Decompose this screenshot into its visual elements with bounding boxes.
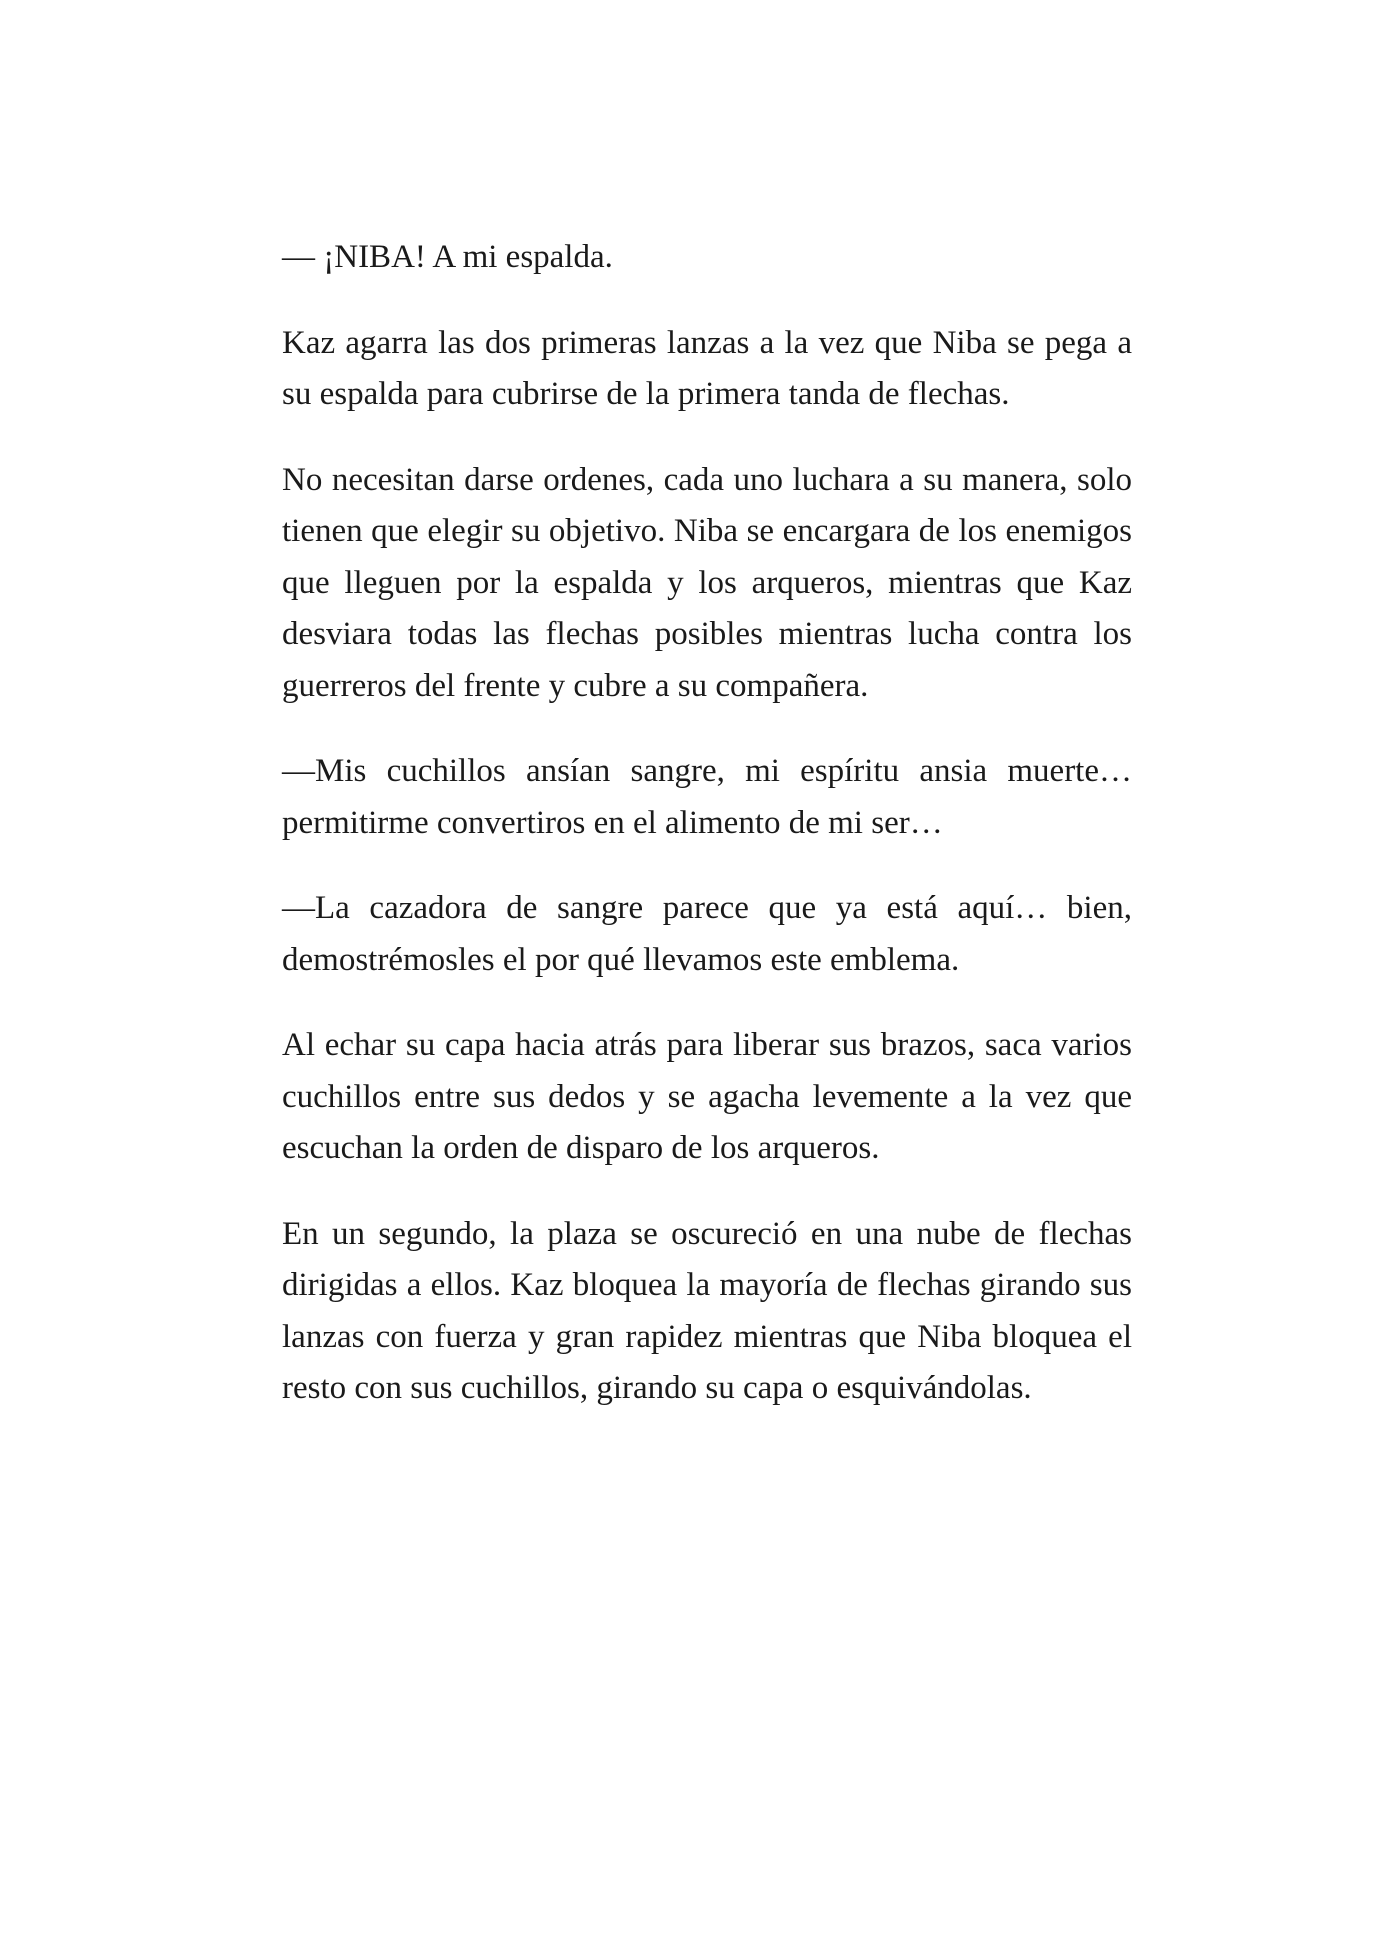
paragraph-kaz-lanzas: Kaz agarra las dos primeras lanzas a la vez que Niba se pega a su espalda para cubrirse de la primera tanda de flechas. [282,324,1132,412]
page-text [282,232,1132,1449]
paragraph-no-necesitan: No necesitan darse ordenes, cada uno luchara a su manera, solo tienen que elegir su objetivo. Niba se encargara de los enemigos que lleguen por la espalda y los arqueros, mientras que Kaz desviara todas las flechas posibles mientras lucha contra los guerreros del frente y cubre a su compañera. [282,461,1132,704]
paragraph-plaza: En un segundo, la plaza se oscureció en una nube de flechas dirigidas a ellos. Kaz bloquea la mayoría de flechas girando sus lanzas con fuerza y gran rapidez mientras que Niba bloquea el resto con sus cuchillos, girando su capa o esquivándolas. [282,1215,1132,1406]
paragraph-dialogue-cazadora: —La cazadora de sangre parece que ya está aquí… bien, demostrémosles el por qué llevamos este emblema. [282,890,1132,978]
paragraph-dialogue-niba: — ¡NIBA! A mi espalda. [282,239,613,275]
paragraph-dialogue-cuchillos: —Mis cuchillos ansían sangre, mi espíritu ansia muerte… permitirme convertiros en el alimento de mi ser… [282,753,1132,841]
paragraph-capa: Al echar su capa hacia atrás para liberar sus brazos, saca varios cuchillos entre sus dedos y se agacha levemente a la vez que escuchan la orden de disparo de los arqueros. [282,1027,1132,1166]
